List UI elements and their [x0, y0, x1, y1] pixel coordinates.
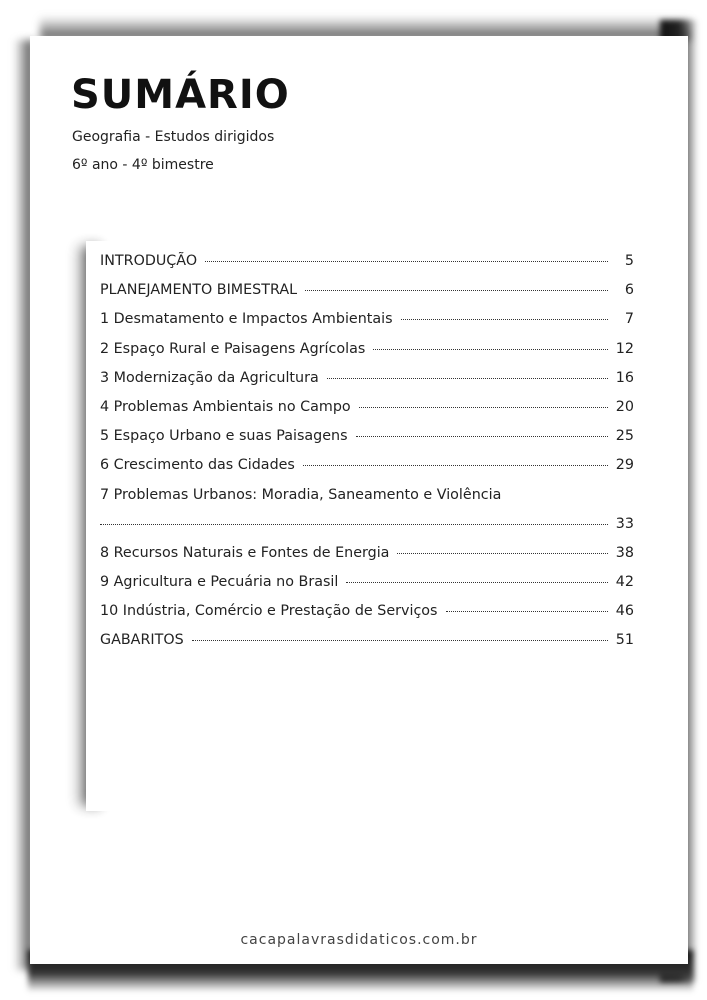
toc-entry-page: 5	[624, 253, 634, 269]
toc-entry-label: 10 Indústria, Comércio e Prestação de Serviços	[100, 603, 438, 620]
table-of-contents	[100, 253, 634, 662]
toc-entry-page: 33	[615, 515, 634, 532]
toc-entry[interactable]	[100, 632, 634, 661]
toc-entry[interactable]	[100, 603, 634, 632]
toc-entry-label: 7 Problemas Urbanos: Moradia, Saneamento e Violência	[100, 486, 502, 503]
toc-entry-page: 16	[615, 369, 634, 386]
toc-entry[interactable]	[100, 545, 634, 574]
toc-entry-label: 8 Recursos Naturais e Fontes de Energia	[100, 544, 390, 561]
toc-entry-page: 51	[615, 632, 634, 649]
toc-entry-page: 7	[624, 311, 634, 328]
toc-entry-page: 29	[615, 457, 634, 474]
toc-entry[interactable]	[100, 428, 634, 457]
toc-entry-label: 5 Espaço Urbano e suas Paisagens	[100, 428, 348, 445]
toc-leader-dots	[397, 552, 608, 554]
toc-entry-label: PLANEJAMENTO BIMESTRAL	[100, 282, 298, 299]
toc-leader-dots	[446, 610, 609, 612]
toc-entry-label: 2 Espaço Rural e Paisagens Agrícolas	[100, 340, 366, 357]
subject-subtitle: Geografia - Estudos dirigidos	[72, 129, 275, 145]
toc-entry[interactable]	[100, 311, 634, 340]
toc-leader-dots	[356, 435, 608, 437]
toc-entry-label: INTRODUÇÃO	[100, 253, 198, 269]
toc-entry[interactable]	[100, 457, 634, 486]
toc-entry[interactable]	[100, 370, 634, 399]
toc-entry[interactable]	[100, 399, 634, 428]
document-page	[30, 36, 688, 964]
toc-leader-dots	[305, 289, 608, 291]
toc-entry-label: GABARITOS	[100, 632, 184, 649]
toc-leader-dots	[373, 348, 608, 350]
toc-entry-page: 12	[615, 340, 634, 357]
toc-entry[interactable]	[100, 253, 634, 282]
grade-subtitle: 6º ano - 4º bimestre	[72, 157, 214, 173]
toc-entry[interactable]	[100, 487, 634, 516]
toc-leader-dots	[401, 318, 608, 320]
toc-entry-page: 46	[615, 603, 634, 620]
toc-leader-dots	[346, 581, 608, 583]
toc-entry-continuation[interactable]	[100, 516, 634, 545]
toc-leader-dots	[359, 406, 608, 408]
toc-entry-page: 38	[615, 544, 634, 561]
toc-entry-label: 1 Desmatamento e Impactos Ambientais	[100, 311, 393, 328]
toc-entry-label: 6 Crescimento das Cidades	[100, 457, 295, 474]
toc-leader-dots	[205, 260, 608, 262]
toc-entry-label: 9 Agricultura e Pecuária no Brasil	[100, 574, 339, 591]
toc-leader-dots	[303, 464, 608, 466]
toc-leader-dots	[327, 377, 608, 379]
footer-website: cacapalavrasdidaticos.com.br	[240, 932, 478, 948]
toc-entry[interactable]	[100, 574, 634, 603]
toc-entry-label: 3 Modernização da Agricultura	[100, 369, 319, 386]
toc-entry-page: 42	[615, 574, 634, 591]
toc-entry-label: 4 Problemas Ambientais no Campo	[100, 398, 351, 415]
page-title: SUMÁRIO	[71, 72, 290, 118]
toc-entry[interactable]	[100, 282, 634, 311]
toc-entry-page: 25	[615, 428, 634, 445]
toc-leader-dots	[100, 523, 608, 525]
toc-entry[interactable]	[100, 341, 634, 370]
toc-entry-page: 6	[624, 282, 634, 299]
toc-leader-dots	[192, 639, 608, 641]
toc-entry-page: 20	[615, 398, 634, 415]
